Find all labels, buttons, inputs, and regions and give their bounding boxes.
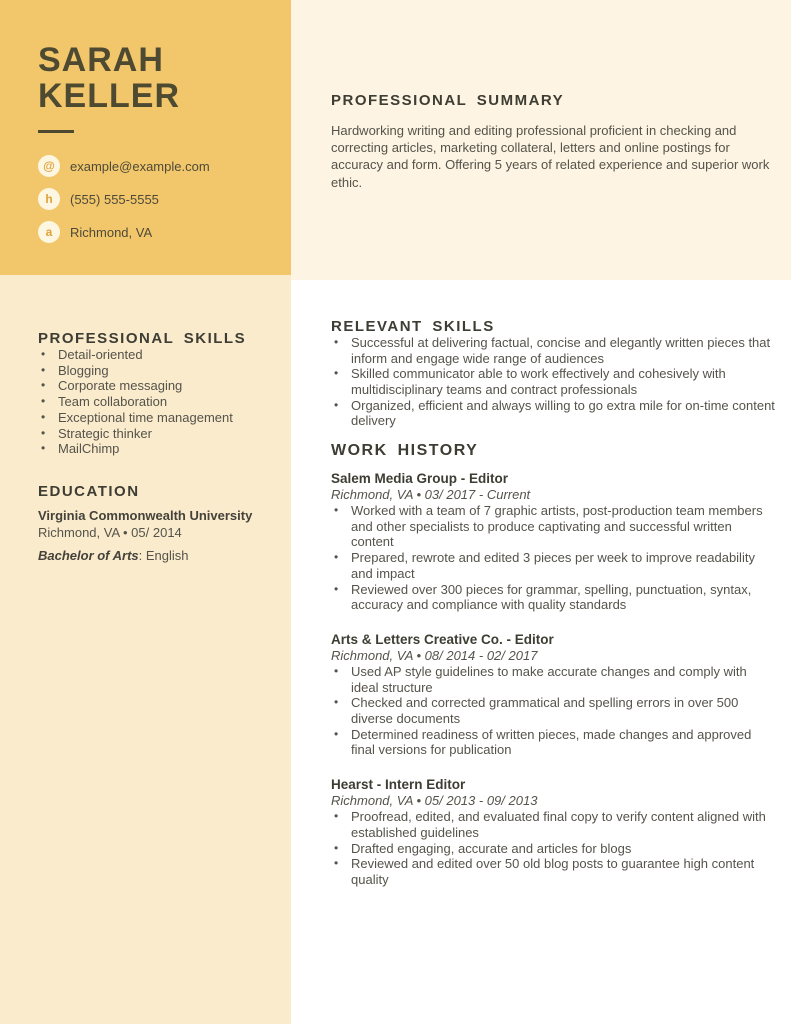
job-bullet: • Drafted engaging, accurate and articles for blogs	[331, 841, 777, 857]
professional-summary-text: Hardworking writing and editing professional proficient in checking and correcting articles, marketing collateral, letters and online postings for accuracy and form. Offering 5 years of related experience and superior work ethic.	[331, 123, 770, 190]
job-entry-hearst	[331, 776, 777, 888]
email-icon: @	[38, 155, 60, 177]
education-degree-field: : English	[138, 547, 189, 563]
job-title: Salem Media Group - Editor	[331, 471, 509, 487]
email-text: example@example.com	[70, 158, 210, 174]
person-name	[38, 42, 273, 114]
job-bullet: • Reviewed and edited over 50 old blog posts to guarantee high content quality	[331, 856, 777, 887]
job-bullet: • Reviewed over 300 pieces for grammar, spelling, punctuation, syntax, accuracy and compliance with quality standards	[331, 582, 777, 613]
phone-text: (555) 555-5555	[70, 191, 159, 207]
professional-skills-list	[38, 347, 273, 457]
name-underline-rule	[38, 130, 74, 133]
education-location-date: Richmond, VA • 05/ 2014	[38, 524, 182, 540]
relevant-skill-item: • Successful at delivering factual, concise and elegantly written pieces that inform and engage wide range of audiences	[331, 335, 777, 366]
job-bullet: • Determined readiness of written pieces, made changes and approved final versions for publication	[331, 727, 777, 758]
job-bullet-list	[331, 809, 777, 888]
professional-summary-heading: PROFESSIONAL SUMMARY	[331, 92, 565, 109]
relevant-skill-item: • Organized, efficient and always willing to go extra mile for on-time content delivery	[331, 398, 777, 429]
contact-list	[38, 155, 273, 243]
person-name-line2: KELLER	[38, 77, 180, 115]
contact-row-phone	[38, 188, 273, 210]
location-icon: a	[38, 221, 60, 243]
job-entry-salem-media-group	[331, 470, 777, 613]
skill-item: • Blogging	[38, 363, 273, 379]
relevant-skill-item: • Skilled communicator able to work effectively and cohesively with multidisciplinary teams and contract professionals	[331, 366, 777, 397]
job-bullet: • Worked with a team of 7 graphic artists, post-production team members and other specialists to produce captivating and successful written content	[331, 503, 777, 550]
education-heading: EDUCATION	[38, 482, 140, 500]
job-bullet: • Used AP style guidelines to make accurate changes and comply with ideal structure	[331, 664, 777, 695]
sidebar-column	[38, 0, 273, 563]
main-column	[331, 0, 777, 888]
education-degree	[38, 548, 273, 563]
job-bullet: • Proofread, edited, and evaluated final copy to verify content aligned with established guidelines	[331, 809, 777, 840]
skill-item: • Strategic thinker	[38, 426, 273, 442]
job-bullet: • Checked and corrected grammatical and spelling errors in over 500 diverse documents	[331, 695, 777, 726]
job-title: Arts & Letters Creative Co. - Editor	[331, 631, 554, 647]
education-degree-name: Bachelor of Arts	[38, 547, 139, 563]
job-bullet-list	[331, 664, 777, 758]
professional-skills-heading: PROFESSIONAL SKILLS	[38, 330, 247, 347]
skill-item: • Corporate messaging	[38, 378, 273, 394]
contact-row-email	[38, 155, 273, 177]
relevant-skills-heading: RELEVANT SKILLS	[331, 317, 495, 335]
skill-item: • Exceptional time management	[38, 410, 273, 426]
phone-icon: h	[38, 188, 60, 210]
location-text: Richmond, VA	[70, 224, 153, 240]
job-bullet: • Prepared, rewrote and edited 3 pieces per week to improve readability and impact	[331, 550, 777, 581]
job-bullet-list	[331, 503, 777, 613]
job-location-dates: Richmond, VA • 05/ 2013 - 09/ 2013	[331, 793, 538, 809]
skill-item: • Team collaboration	[38, 394, 273, 410]
person-name-line1: SARAH	[38, 41, 164, 79]
work-history-heading: WORK HISTORY	[331, 442, 479, 460]
job-title: Hearst - Intern Editor	[331, 777, 466, 793]
relevant-skills-list	[331, 335, 777, 429]
skill-item: • MailChimp	[38, 441, 273, 457]
education-school: Virginia Commonwealth University	[38, 507, 253, 523]
contact-row-location	[38, 221, 273, 243]
job-location-dates: Richmond, VA • 03/ 2017 - Current	[331, 487, 531, 503]
job-entry-arts-letters-creative	[331, 631, 777, 758]
skill-item: • Detail-oriented	[38, 347, 273, 363]
job-location-dates: Richmond, VA • 08/ 2014 - 02/ 2017	[331, 647, 538, 663]
